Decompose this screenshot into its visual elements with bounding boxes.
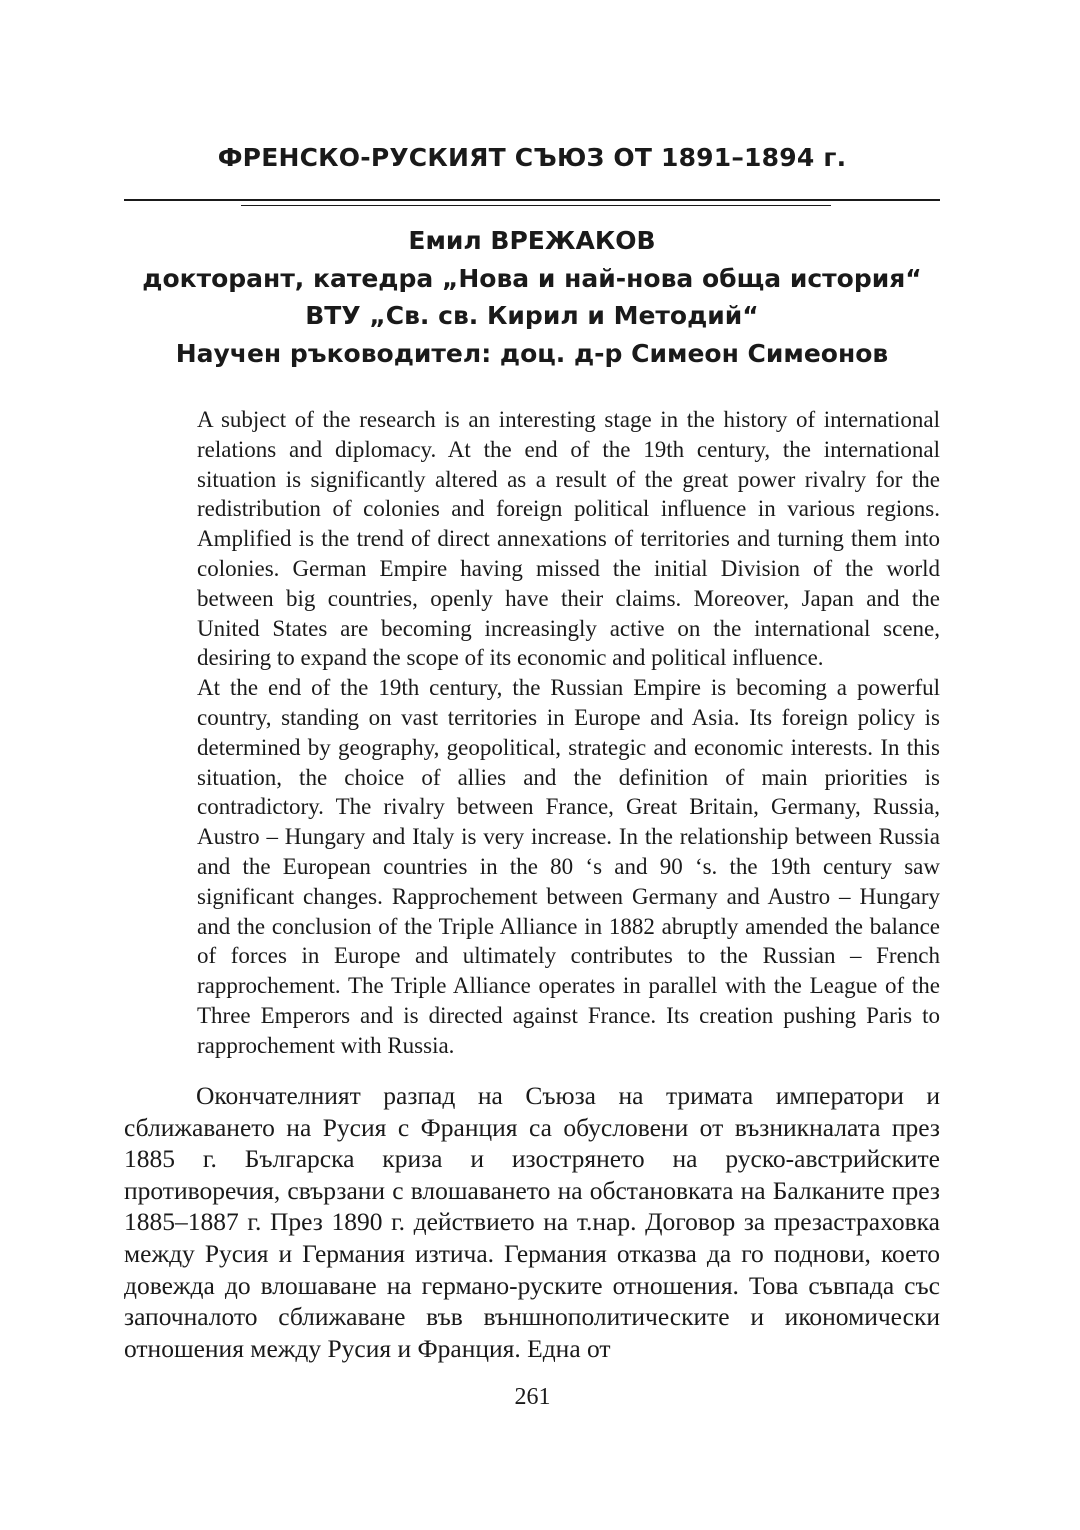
- page-number: 261: [514, 1384, 551, 1410]
- article-title: ФРЕНСКО-РУСКИЯТ СЪЮЗ ОТ 1891–1894 г.: [217, 143, 847, 172]
- abstract: [197, 405, 940, 1061]
- author-university: ВТУ „Св. св. Кирил и Методий“: [305, 301, 759, 330]
- abstract-paragraph: A subject of the research is an interesting stage in the history of international relations and diplomacy. At the end of the 19th century, the international situation is significantly altered as a result of the great power rivalry for the redistribution of colonies and foreign political influence in various regions. Amplified is the trend of direct annexations of territories and turning them into colonies. German Empire having missed the initial Division of the world between big countries, openly have their claims. Moreover, Japan and the United States are becoming increasingly active on the international scene, desiring to expand the scope of its economic and political influence.: [197, 407, 940, 671]
- author-supervisor: Научен ръководител: доц. д-р Симеон Симеонов: [175, 338, 889, 368]
- author-name: Емил ВРЕЖАКОВ: [408, 226, 656, 255]
- author-block: [100, 222, 964, 372]
- author-position: докторант, катедра „Нова и най-нова обща история“: [142, 263, 922, 293]
- body-paragraph: Окончателният разпад на Съюза на тримата императори и сближаването на Русия с Франция са обусловени от възникналата през 1885 г. Българска криза и изострянето на руско-австрийските противоречия, свързани с влошаването на обстановката на Балканите през 1885–1887 г. През 1890 г. действието на т.нар. Договор за презастраховка между Русия и Германия изтича. Германия отказва да го поднови, което довежда до влошаване на германо-руските отношения. Това съвпада със започналото сближаване във външнополитическите и икономически отношения между Русия и Франция. Една от: [124, 1081, 940, 1363]
- abstract-paragraph: At the end of the 19th century, the Russian Empire is becoming a powerful country, standing on vast territories in Europe and Asia. Its foreign policy is determined by geography, geopolitical, strategic and economic interests. In this situation, the choice of allies and the definition of main priorities is contradictory. The rivalry between France, Great Britain, Germany, Russia, Austro – Hungary and Italy is very increase. In the relationship between Russia and the European countries in the 80 ‘s and 90 ‘s. the 19th century saw significant changes. Rapprochement between Germany and Austro – Hungary and the conclusion of the Triple Alliance in 1882 abruptly amended the balance of forces in Europe and ultimately contributes to the Russian – French rapprochement. The Triple Alliance operates in parallel with the League of the Three Emperors and is directed against France. Its creation pushing Paris to rapprochement with Russia.: [197, 675, 940, 1058]
- title-rule-thin: [241, 205, 831, 206]
- title-rule-thick: [124, 199, 940, 201]
